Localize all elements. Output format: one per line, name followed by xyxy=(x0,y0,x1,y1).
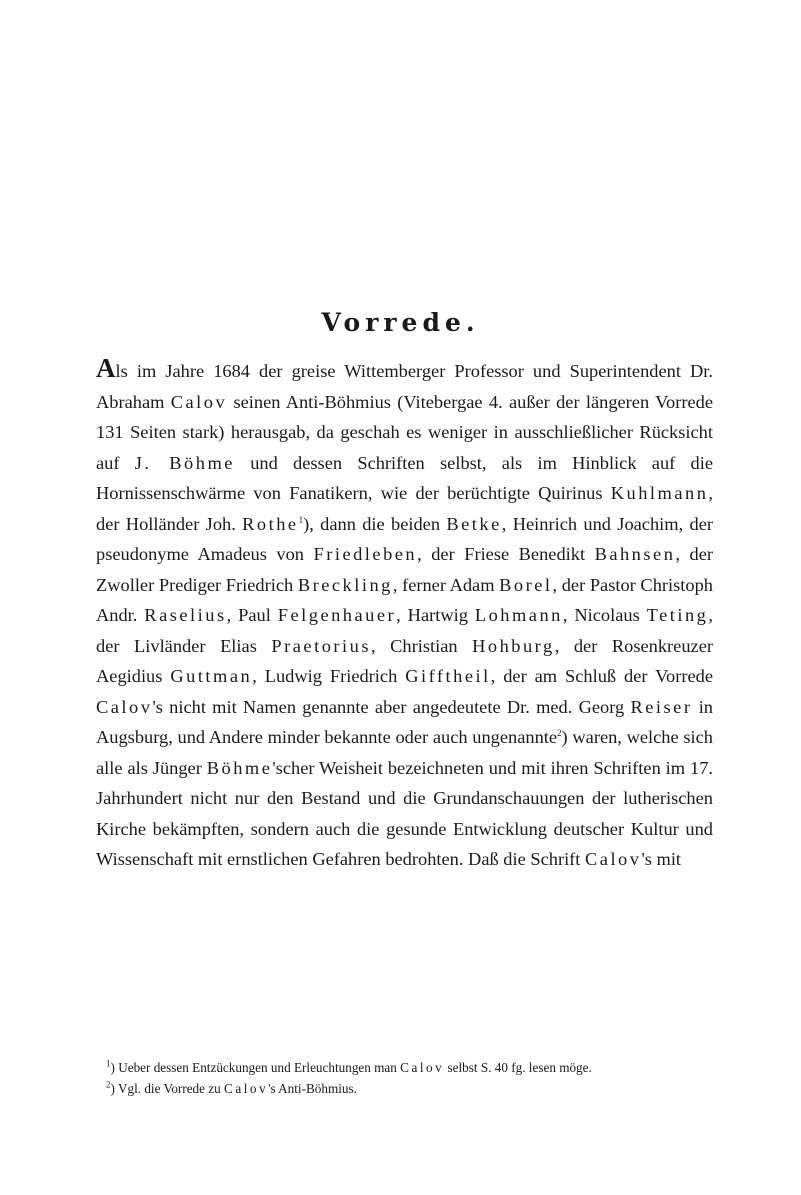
text-run: seinen Anti-Böhmius (Vitebergae 4. außer der längeren Vorrede 131 Seiten stark) herausgab, da geschah es weniger in ausschließlicher Rücksicht auf xyxy=(96,391,713,473)
name-hohburg: Hohburg xyxy=(472,635,555,656)
name-calov: Calov xyxy=(585,849,642,869)
text-run: , Hartwig xyxy=(396,605,475,625)
name-raselius: Raselius xyxy=(144,605,227,625)
text-run: , Christian xyxy=(370,635,473,656)
name-lohmann: Lohmann xyxy=(474,605,563,625)
text-run: in Augsburg, und Andere minder bekannte oder auch ungenannte xyxy=(96,696,714,747)
text-run: , der Zwoller Prediger Friedrich xyxy=(96,544,713,595)
footnote-2 xyxy=(96,1079,713,1100)
footnote-text: ) Ueber dessen Entzückungen und Erleuchtungen man xyxy=(110,1060,401,1075)
name-calov: Calov xyxy=(400,1060,445,1075)
preface-paragraph xyxy=(96,355,713,875)
name-calov: Calov xyxy=(170,391,228,412)
text-run: ) xyxy=(303,513,310,534)
text-run: , Heinrich und Joachim, der pseudonyme Amadeus von xyxy=(96,513,713,564)
text-run: , Paul xyxy=(226,605,278,625)
name-felgenhauer: Felgenhauer xyxy=(277,605,397,625)
text-run: 's nicht mit Namen genannte aber angedeutete Dr. med. Georg xyxy=(152,696,631,717)
name-guttman: Guttman xyxy=(170,666,253,686)
name-rothe: Rothe xyxy=(242,513,299,534)
text-run: 's mit xyxy=(641,849,682,869)
text-run: , Ludwig Friedrich xyxy=(252,666,406,686)
page-title: Vorrede. xyxy=(321,308,480,337)
footnote-mark: 1 xyxy=(106,1058,111,1069)
footnote-text: 's Anti-Böhmius. xyxy=(268,1080,357,1096)
drop-cap: A xyxy=(96,353,116,383)
name-reiser: Reiser xyxy=(630,696,693,717)
name-betke: Betke xyxy=(446,513,502,534)
name-boehme: Böhme xyxy=(206,757,273,778)
footnote-text: ) Vgl. die Vorrede zu xyxy=(110,1080,225,1096)
footnote-mark: 2 xyxy=(106,1079,111,1090)
text-run: , der am Schluß der Vorrede xyxy=(490,666,713,686)
name-breckling: Breckling xyxy=(297,574,393,595)
text-run: , der Friese Benedikt xyxy=(417,544,595,564)
text-run: , der Rosenkreuzer Aegidius xyxy=(96,635,713,686)
text-run: , der Pastor Christoph Andr. xyxy=(96,574,713,625)
text-run: 'scher Weisheit bezeichneten und mit ihren Schriften im 17. Jahrhundert nicht nur den Bestand und die Grundanschauungen der lutherischen Kirche bekämpften, sondern auch die gesunde Entwicklung deutscher Kultur und Wissenschaft mit ernstlichen Gefahren bedrohten. Daß die Schrift xyxy=(96,757,713,869)
footnote-text: selbst S. 40 fg. lesen möge. xyxy=(444,1060,592,1075)
text-run: ls im Jahre 1684 der greise Wittemberger Professor und Superintendent Dr. Abraham xyxy=(96,361,713,412)
name-boehme: J. Böhme xyxy=(134,452,235,473)
name-calov: Calov xyxy=(96,696,153,717)
text-run: , ferner Adam xyxy=(392,574,500,595)
footnote-1 xyxy=(96,1058,713,1079)
name-friedleben: Friedleben xyxy=(313,544,418,564)
name-gifftheil: Gifftheil xyxy=(405,666,491,686)
footnote-ref-2: 2 xyxy=(557,727,562,738)
name-teting: Teting xyxy=(646,605,709,625)
text-run: , der Livländer Elias xyxy=(96,605,713,656)
text-run: , dann die beiden xyxy=(309,513,447,534)
name-borel: Borel xyxy=(499,574,553,595)
footnotes xyxy=(96,1058,713,1099)
text-run: , Nicolaus xyxy=(562,605,647,625)
text-run: und dessen Schriften selbst, als im Hinblick auf die Hornissenschwärme von Fanatikern, wie der berüchtigte Quirinus xyxy=(96,452,714,503)
footnote-ref-1: 1 xyxy=(298,514,304,525)
name-calov: Calov xyxy=(224,1080,269,1096)
name-praetorius: Praetorius xyxy=(271,635,371,656)
name-bahnsen: Bahnsen xyxy=(594,544,676,564)
text-run: ) waren, welche sich alle als Jünger xyxy=(96,727,713,778)
text-run: , der Holländer Joh. xyxy=(96,483,713,534)
name-kuhlmann: Kuhlmann xyxy=(610,483,709,503)
preface-body xyxy=(96,355,713,875)
